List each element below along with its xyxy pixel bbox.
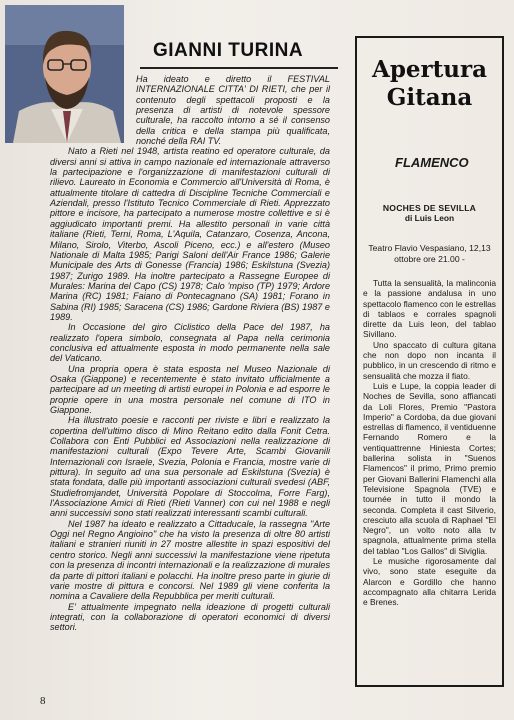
article-paragraph: Ha ideato e diretto il FESTIVAL INTERNAZIONALE CITTA' DI RIETI, che per il contenuto degli spettacoli proposti e la presenza di artisti di notevole spessore culturale, ha raccolto intorno a sé il consenso della critica e della stampa più qualificata, nonché della RAI TV.	[136, 74, 330, 147]
event-paragraph: Luis e Lupe, la coppia leader di Noches de Sevilla, sono affiancati da Loli Flores, Premio "Pastora Imperio" a Cordoba, da due giovani estrellas di flamenco, il ventiduenne Fernando Romero e la ventiquattrenne Hiniesta Cortes; ballerina solista in "Suenos Flamencos" il primo, Primo premio per Giovani Ballerini Flamenchi alla Televisione Spagnola (TVE) e tournée in tutto il mondo la seconda. Completa il cast Silverio, cresciuto alla scuola di Raphael "El Negro", un volto noto alla tv spagnola, attualmente prima stella del tablao "Los Gallos" di Siviglia.	[363, 380, 496, 556]
title-line: Apertura	[371, 56, 488, 83]
author-biography-article	[0, 74, 340, 670]
event-paragraph: Tutta la sensualità, la malinconia e la passione andalusa in uno spettacolo flamenco con le estrellas di tablaos e corrales spagnoli dirette da Luis leon, del tablao Sivillano.	[363, 278, 496, 340]
event-genre-subtitle: FLAMENCO	[395, 155, 469, 170]
event-paragraph: Uno spaccato di cultura gitana che non dopo non incanta il pubblico, in un crescendo di ritmo e sensualità che mozza il fiato.	[363, 339, 496, 381]
heading-underline	[140, 67, 338, 69]
event-venue-time: Teatro Flavio Vespasiano, 12,13 ottobre ore 21.00 -	[368, 243, 491, 264]
event-director: di Luis Leon	[404, 213, 455, 223]
event-heading	[357, 203, 502, 223]
event-section-title	[357, 56, 502, 112]
event-sidebar-box	[355, 36, 504, 687]
author-name-heading: GIANNI TURINA	[153, 40, 304, 61]
article-paragraph: E' attualmente impegnato nella ideazione di progetti culturali integrati, con la collaborazione di operatori economici di diversi settori.	[50, 601, 330, 633]
article-paragraph: Una propria opera è stata esposta nel Museo Nazionale di Osaka (Giappone) e recentemente è stato invitato ufficialmente a partecipare ad un meeting di artisti europei in Polonia e ad esporre le proprie opere in una mostra personale nel comune di ITO in Giappone.	[50, 363, 330, 415]
article-paragraph: Ha illustrato poesie e racconti per riviste e libri e realizzato la copertina dell'ultimo disco di Mino Reitano edito dalla Fonit Cetra. Collabora con Enti Pubblici ed Associazioni nella realizzazione di manifestazioni culturali (Expo Tevere Arte, Scambi Giovanili Internazionali con Israele, Svezia, Polonia e Francia, mostre varie di pittura). In seguito ad una sua personale ad Eskilstuna (Svezia) è stata fondata, dalle più importanti associazioni culturali svedesi (ABF, Studiefromjandet, Università Popolare di Stoccolma, Forre Farg), l'Associazione Amici di Rieti (Rieti Vanner) con cui nel 1988 e negli anni successivi sono stati realizzati interessanti scambi culturali.	[50, 415, 330, 519]
article-paragraph: In Occasione del giro Ciclistico della Pace del 1987, ha realizzato l'opera simbolo, consegnata al Papa nella cerimonia conclusiva ed attualmente esposta in modo permanente nella sale del Vaticano.	[50, 322, 330, 364]
event-description	[363, 278, 496, 608]
article-paragraph: Nato a Rieti nel 1948, artista reatino ed operatore culturale, da diversi anni si attiva in campo nazionale ed internazionale attraverso la partecipazione e l'organizzazione di manifestazioni culturali di rilievo. Laureato in Economia e Commercio all'Università di Roma, è attualmente titolare di cattedra di Discipline Tecniche Commerciali e Aziendali, presso l'Istituto Tecnico Commerciale di Rieti. Apprezzato pittore e incisore, ha partecipato a numerose mostre collettive e si è aggiudicato importanti premi. Ha allestito personali in varie città italiane (Rieti, Terni, Roma, L'Aquila, Catanzaro, Cosenza, Ancona, Milano, Sirolo, Viterbo, Ascoli Piceno, ecc.) e all'estero (Museo Nationale di Malta 1985; Parigi Saloni dell'Air France 1986; Galerie Municipale des Arts di Gonesse (Francia) 1986; Eskilstuna (Svezia) 1987; Zurigo 1989. Ha inoltre partecipato a Rassegne Europee di Murales: Marina del Capo (CS) 1978; Calo 'mpiso (TP) 1979; Ardore Marina (RC) 1981; Faiano di Pontecagnano (SA) 1981; Forano in Sabina (RI) 1985; Saracena (CS) 1986; Gardone Riviera (BS) 1987 e 1989.	[50, 146, 330, 322]
page-number: 8	[40, 695, 46, 707]
article-paragraph: Nel 1987 ha ideato e realizzato a Cittaducale, la rassegna "Arte Oggi nel Regno Angioino" che ha visto la presenza di oltre 80 artisti italiani e stranieri riuniti in 27 mostre allestite in spazi espositivi del centro storico. Negli anni successivi la manifestazione viene ripetuta con la presenza di incontri internazionali e la realizzazione di murales da parte di pittori italiani e polacchi. Ha inoltre preso parte in giurie di varie mostre di pittura e concorsi. Nel 1989 gli viene conferita la nomina a Cavaliere della Repubblica per meriti culturali.	[50, 518, 330, 602]
title-line: Gitana	[386, 84, 473, 111]
event-title: NOCHES DE SEVILLA	[382, 203, 477, 213]
event-paragraph: Le musiche rigorosamente dal vivo, sono state eseguite da Alarcon e Gordillo che hanno accompagnato alla chitarra Lerida e Brenes.	[363, 556, 496, 608]
